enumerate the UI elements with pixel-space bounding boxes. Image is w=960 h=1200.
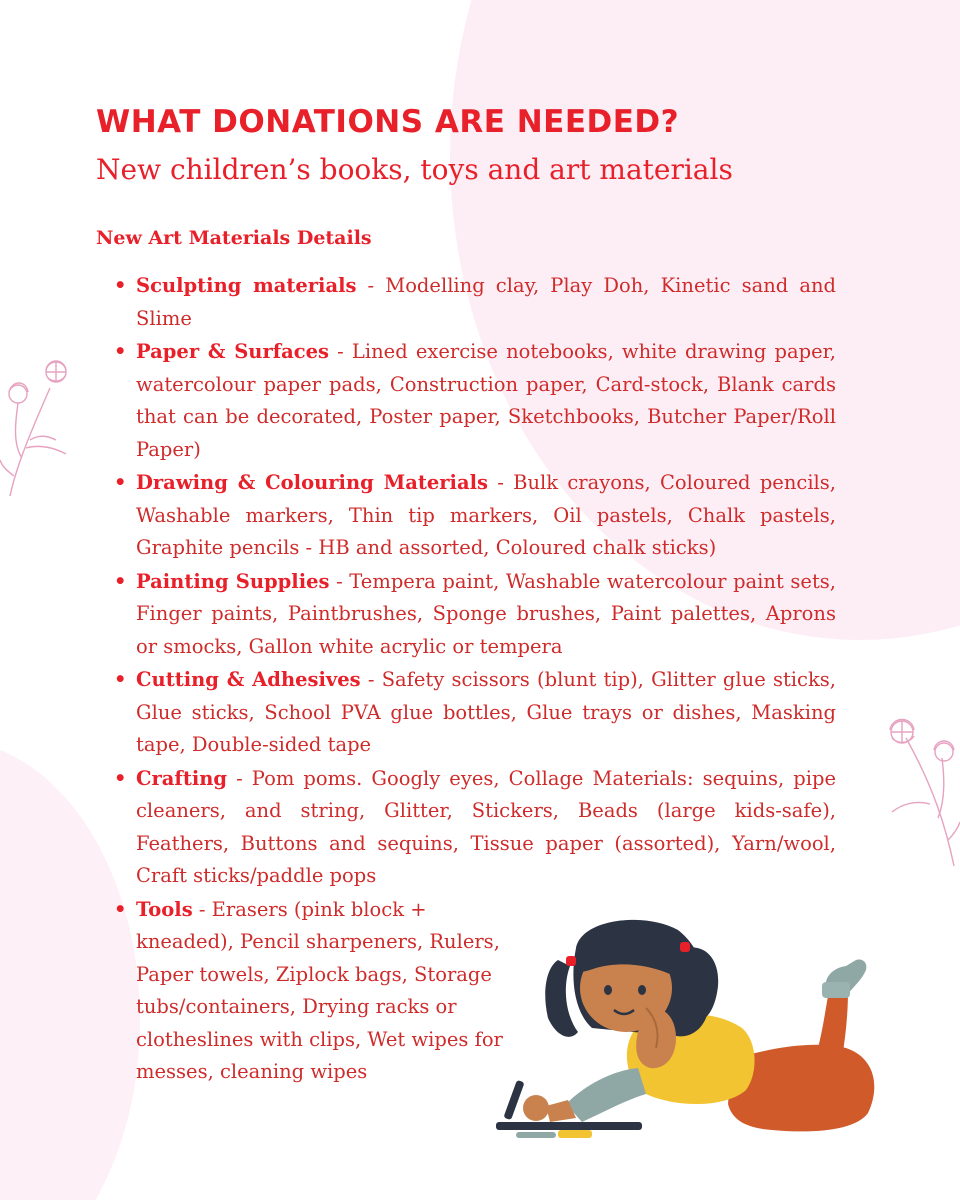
list-item <box>136 664 836 762</box>
item-label: Cutting & Adhesives <box>136 668 361 691</box>
list-item <box>136 467 836 565</box>
item-label: Crafting <box>136 766 228 790</box>
item-label: Tools <box>136 897 193 921</box>
list-item <box>136 763 836 893</box>
page-subheading: New children’s books, toys and art materials <box>96 153 733 186</box>
list-item <box>136 566 836 664</box>
list-item <box>136 336 836 466</box>
section-title: New Art Materials Details <box>96 227 372 249</box>
background-blob-bottom <box>0 740 140 1200</box>
item-text: - Lined exercise notebooks, white drawing paper, watercolour paper pads, Construction paper, Card-stock, Blank cards that can be decorated, Poster paper, Sketchbooks, Butcher Paper/Roll Paper) <box>136 340 837 461</box>
item-text: - Bulk crayons, Coloured pencils, Washable markers, Thin tip markers, Oil pastels, Chalk pastels, Graphite pencils - HB and assorted, Coloured chalk sticks) <box>136 471 836 559</box>
item-label: Painting Supplies <box>136 569 330 593</box>
item-text: - Modelling clay, Play Doh, Kinetic sand and Slime <box>136 274 837 330</box>
item-text: - Safety scissors (blunt tip), Glitter glue sticks, Glue sticks, School PVA glue bottles, Glue trays or dishes, Masking tape, Double-sided tape <box>136 668 836 756</box>
flower-sprig-right-icon <box>876 708 960 868</box>
item-text: - Erasers (pink block + kneaded), Pencil sharpeners, Rulers, Paper towels, Ziplock bags, Storage tubs/containers, Drying racks or clotheslines with clips, Wet wipes for messes, cleaning wipes <box>136 897 503 1083</box>
list-item <box>136 270 836 335</box>
list-item <box>136 894 526 1089</box>
item-text: - Pom poms. Googly eyes, Collage Materials: sequins, pipe cleaners, and string, Glitter, Stickers, Beads (large kids-safe), Feathers, Buttons and sequins, Tissue paper (assorted), Yarn/wool, Craft sticks/paddle pops <box>136 766 836 887</box>
item-text: - Tempera paint, Washable watercolour paint sets, Finger paints, Paintbrushes, Sponge brushes, Paint palettes, Aprons or smocks, Gallon white acrylic or tempera <box>136 569 837 658</box>
item-label: Drawing & Colouring Materials <box>136 471 488 494</box>
flower-sprig-left-icon <box>0 348 90 498</box>
girl-drawing-illustration <box>496 908 888 1148</box>
item-label: Sculpting materials <box>136 274 357 297</box>
item-label: Paper & Surfaces <box>136 340 330 363</box>
page-heading: WHAT DONATIONS ARE NEEDED? <box>96 104 680 140</box>
